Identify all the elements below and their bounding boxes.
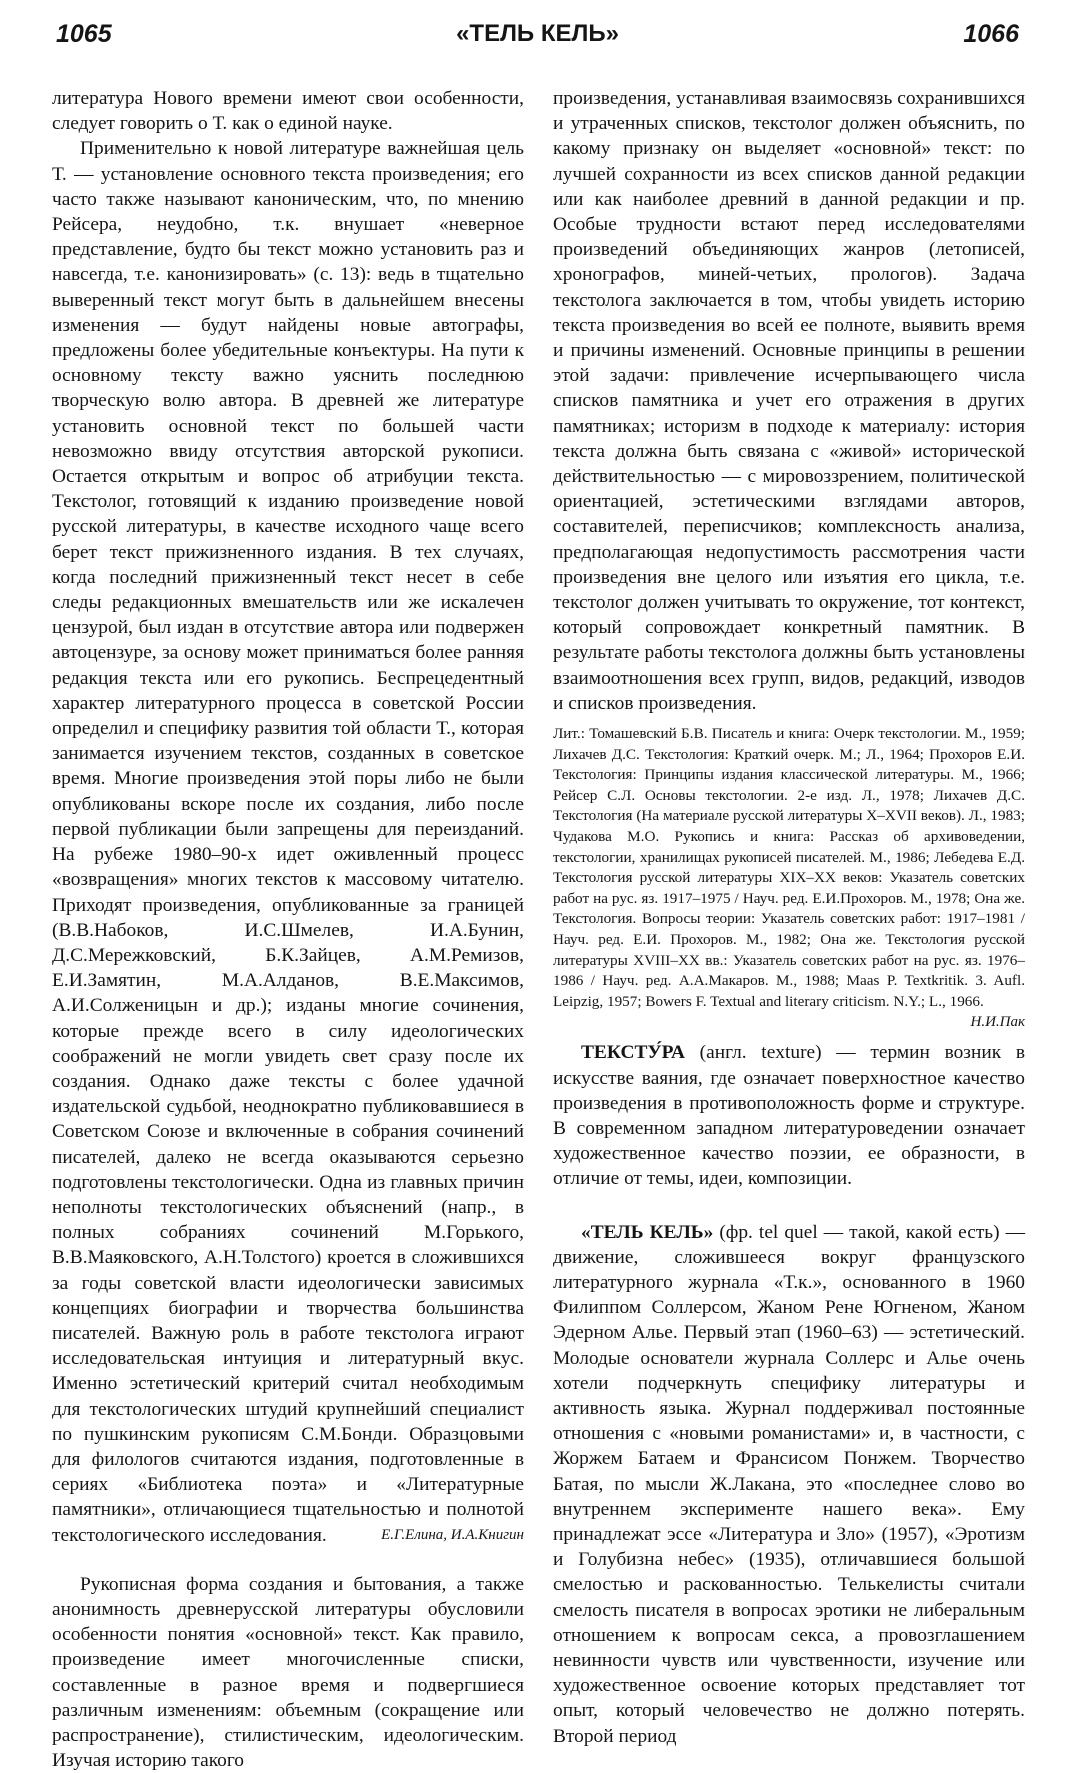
paragraph: произведения, устанавливая взаимосвязь сохранившихся и утраченных списков, текстолог должен объяснить, по какому признаку он выделяет «основной» текст: по лучшей сохранности из всех списков данной редакции или как наиболее древний в данной редакции и пр. Особые трудности встают перед исследователями произведений объединяющих жанров (летописей, хронографов, миней-четьих, прологов). Задача текстолога заключается в том, чтобы увидеть историю текста произведения во всей ее полноте, выявить время и причины изменений. Основные принципы в решении этой задачи: привлечение исчерпывающего числа списков памятника и учет его отражения в других памятниках; историзм в подходе к материалу: история текста должна быть связана с «живой» исторической действительностью — с мировоззрением, политической ориентацией, эстетическими взглядами авторов, составителей, переписчиков; комплексность анализа, предполагающая недопустимость рассмотрения части произведения вне целого или изъятия его цикла, т.е. текстолог должен учитывать то окружение, тот контекст, который сопровождает конкретный памятник. В результате работы текстолога должны быть установлены взаимоотношения всех групп, видов, редакций, изводов и списков произведения. [553,88,1025,714]
dictionary-entry-tel-quel [553,1220,1025,1749]
running-title: «ТЕЛЬ КЕЛЬ» [456,20,619,47]
paragraph: литература Нового времени имеют свои особенности, следует говорить о Т. как о единой науке. [52,88,524,135]
paragraph: Рукописная форма создания и бытования, а также анонимность древнерусской литературы обусловили особенности понятия «основной» текст. Как правило, произведение имеет многочисленные списки, составленные в разное время и подвергшиеся различным изменениям: объемным (сокращение или распространение), стилистическим, идеологическим. Изучая историю такого [52,1573,524,1772]
entry-body: (фр. tel quel — такой, какой есть) — движение, сложившееся вокруг французского литературного журнала «Т.к.», основанного в 1960 Филиппом Соллерсом, Жаном Рене Югненом, Жаном Эдерном Алье. Первый этап (1960–63) — эстетический. Молодые основатели журнала Соллерс и Алье очень хотели подчеркнуть специфику литературы и активность языка. Журнал поддерживал постоянные отношения с «новыми романистами» и, в частности, с Жоржем Батаем и Франсисом Понжем. Творчество Батая, по мысли Ж.Лакана, это «последнее слово во внутреннем эксперименте нашего века». Ему принадлежат эссе «Литература и Зло» (1957), «Эротизм и Голубизна небес» (1935), отличавшиеся большой смелостью и раскованностью. Телькелисты считали смелость писателя в вопросах эротики не либеральным отношением к вопросам секса, а провозглашением невинности чувств или чувственности, изучение или художественное освоение которых представляет тот опыт, который человечество не должно потерять. Второй период [553,1221,1026,1747]
references-text: Лит.: Томашевский Б.В. Писатель и книга: Очерк текстологии. М., 1959; Лихачев Д.С. Текстология: Краткий очерк. М.; Л., 1964; Прохоров Е.И. Текстология: Принципы издания классической литературы. М., 1966; Рейсер С.Л. Основы текстологии. 2-е изд. Л., 1978; Лихачев Д.С. Текстология (На материале русской литературы X–XVII веков). Л., 1983; Чудакова М.О. Рукопись и книга: Рассказ об архивоведении, текстологии, хранилищах рукописей писателей. М., 1986; Лебедева Е.Д. Текстология русской литературы XIX–XX веков: Указатель советских работ на рус. яз. 1917–1975 / Науч. ред. Е.И.Прохоров. М., 1978; Она же. Текстология. Вопросы теории: Указатель советских работ: 1917–1981 / Науч. ред. Е.И. Прохоров. М., 1982; Она же. Текстология русской литературы XVIII–XX вв.: Указатель советских работ на рус. яз. 1976–1986 / Науч. ред. А.А.Макаров. М., 1988; Maas P. Textkritik. 3. Aufl. Leipzig, 1957; Bowers F. Textual and literary criticism. N.Y.; L., 1966. [553,725,1025,1010]
left-page-number: 1065 [56,20,112,48]
paragraph-main-text [52,136,524,1547]
left-column [52,86,524,1773]
right-page-number: 1066 [963,20,1019,48]
entry-body: (англ. texture) — термин возник в искусстве ваяния, где означает поверхностное качество произведения в противоположность форме и структуре. В современном западном литературоведении означает художественное качество поэзии, ее образности, в отличие от темы, идеи, композиции. [553,1042,1025,1190]
dictionary-entry-texture [553,1040,1025,1191]
page-header [56,18,1019,50]
paragraph-text: Применительно к новой литературе важнейшая цель Т. — установление основного текста произведения; его часто также называют каноническим, что, по мнению Рейсера, неудобно, т.к. внушает «неверное представление, будто бы текст можно установить раз и навсегда, т.е. канонизировать» (с. 13): ведь в тщательно выверенный текст могут быть в дальнейшем внесены изменения — будут найдены новые автографы, предложены более убедительные конъектуры. На пути к основному тексту важно уяснить последнюю творческую волю автора. В древней же литературе установить основной текст по большей части невозможно ввиду отсутствия авторской рукописи. Остается открытым и вопрос об атрибуции текста. Текстолог, готовящий к изданию произведение новой русской литературы, в качестве исходного чаще всего берет текст прижизненного издания. В тех случаях, когда последний прижизненный текст несет в себе следы редакционных вмешательств или же искалечен цензурой, был издан в отсутствие автора или подвержен автоцензуре, за основу может приниматься более ранняя редакция текста или его рукопись. Беспрецедентный характер литературного процесса в советской России определил и специфику развития той области Т., которая занимается изучением текстов, созданных в советское время. Многие произведения этой поры либо не были опубликованы вскоре после их создания, либо после первой публикации были запрещены для переизданий. На рубеже 1980–90-х идет оживленный процесс «возвращения» многих текстов к массовому читателю. Приходят произведения, опубликованные за границей (В.В.Набоков, И.С.Шмелев, И.А.Бунин, Д.С.Мережковский, Б.К.Зайцев, А.М.Ремизов, Е.И.Замятин, М.А.Алданов, В.Е.Максимов, А.И.Солженицын и др.); изданы многие сочинения, которые прежде всего в силу идеологических соображений не могли увидеть свет сразу после их создания. Однако даже тексты с более удачной издательской судьбой, неоднократно публиковавшиеся в Советском Союзе и включенные в собрания сочинений писателей, далеко не всегда оказываются серьезно подготовлены текстологически. Одна из главных причин неполноты текстологических объяснений (напр., в полных собраниях сочинений М.Горького, В.В.Маяковского, А.Н.Толстого) кроется в сложившихся за годы советской власти идеологически зависимых концепциях биографии и творчества большинства писателей. Важную роль в работе текстолога играют исследовательская интуиция и литературный вкус. Именно эстетический критерий считал необходимым для текстологических штудий крупнейший специалист по пушкинским рукописям С.М.Бонди. Образцовыми для филологов считаются издания, подготовленные в сериях «Библиотека поэта» и «Литературные памятники», отличающиеся тщательностью и полнотой текстологического исследования. [52,138,524,1546]
literature-references [553,724,1025,1031]
entry-term: ТЕКСТУ́РА [581,1042,685,1064]
right-column [553,86,1025,1749]
author-signature: Е.Г.Елина, И.А.Книгин [381,1526,524,1543]
entry-term: «ТЕЛЬ КЕЛЬ» [581,1221,714,1243]
author-signature: Н.И.Пак [970,1014,1025,1031]
